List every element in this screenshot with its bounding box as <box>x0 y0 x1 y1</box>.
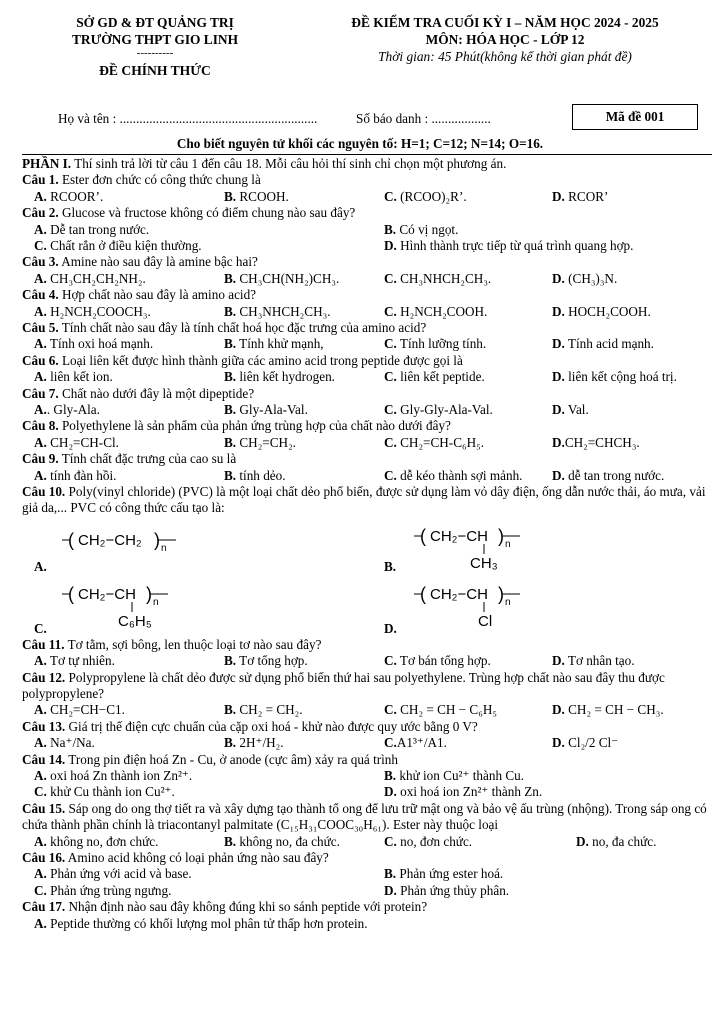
question-item <box>22 287 712 320</box>
formula-a[interactable] <box>62 521 212 577</box>
answer-option-d[interactable]: D. Tính acid mạnh. <box>552 336 654 352</box>
substituent-text: C₆H₅ <box>118 612 152 630</box>
formula-row-cd <box>22 579 712 637</box>
question-item <box>22 386 712 419</box>
answer-option-a[interactable]: A. tính đàn hồi. <box>34 467 117 483</box>
bracket-left: ( <box>420 583 426 604</box>
bracket-right: ) <box>498 583 504 604</box>
question-item <box>22 719 712 752</box>
answer-option-a[interactable]: A. RCOOR’. <box>34 188 104 204</box>
question-stem <box>22 205 712 221</box>
answer-option-c[interactable]: C. Phản ứng trùng ngưng. <box>34 882 172 898</box>
time-limit: Thời gian: 45 Phút(không kể thời gian phát đề) <box>378 49 632 64</box>
question-item <box>22 899 712 915</box>
answer-option-c[interactable]: C. Tơ bán tổng hợp. <box>384 653 491 669</box>
question-number: Câu 6. <box>22 352 59 368</box>
question-number: Câu 3. <box>22 254 59 270</box>
part-one-instruction <box>22 156 712 172</box>
student-info-row <box>0 104 720 132</box>
answer-option-a[interactable]: A. Na⁺/Na. <box>34 735 95 751</box>
question-text: Loại liên kết được hình thành giữa các amino acid trong peptide được gọi là <box>58 352 463 368</box>
answer-option-b[interactable]: B. không no, đa chức. <box>224 833 340 849</box>
question-stem <box>22 254 712 270</box>
question-stem <box>22 850 712 866</box>
bracket-right: ) <box>498 525 504 546</box>
options-row <box>22 866 712 882</box>
question-number: Câu 8. <box>22 418 59 434</box>
question-stem <box>22 637 712 653</box>
question-item <box>22 418 712 451</box>
question-list-1 <box>22 172 712 484</box>
question-stem <box>22 719 712 735</box>
question-item <box>22 254 712 287</box>
answer-option-c[interactable]: C. CH₂ = CH − C₆H₅ <box>384 702 497 718</box>
answer-option-c[interactable]: C. (RCOO)₂R’. <box>384 188 467 204</box>
options-row <box>22 222 712 238</box>
question-stem <box>22 801 712 834</box>
answer-option-c[interactable]: C.A1³⁺/A1. <box>384 735 447 751</box>
answer-option-d[interactable]: D. dễ tan trong nước. <box>552 467 665 483</box>
question-number: Câu 14. <box>22 751 66 767</box>
answer-option-b[interactable]: B. Gly-Ala-Val. <box>224 401 308 417</box>
answer-option-d[interactable]: D. RCOR’ <box>552 188 609 204</box>
answer-option-b[interactable]: B. CH₃CH(NH₂)CH₃. <box>224 270 340 286</box>
question-item <box>22 670 712 719</box>
options-row <box>22 883 712 899</box>
question-item <box>22 320 712 353</box>
answer-option-a[interactable]: A. oxi hoá Zn thành ion Zn²⁺. <box>34 767 193 783</box>
question-text: Sáp ong do ong thợ tiết ra và xây dựng tạo thành tổ ong để lưu trữ mật ong và bảo vệ ấu trùng (nhộng). Trong sáp ong có chứa thành phần chính là triacontanyl palmitate (C₁₅H₃₁COOC₃₀H₆₁). Ester này thuộc loại <box>22 800 707 833</box>
question-text: Glucose và fructose không có điểm chung nào sau đây? <box>58 205 356 221</box>
answer-option-c[interactable]: C. Chất rắn ở điều kiện thường. <box>34 238 202 253</box>
part-one-title: PHẦN I. <box>22 156 72 171</box>
header-left <box>30 14 280 79</box>
answer-option-a[interactable]: A. Tính oxi hoá mạnh. <box>34 336 154 352</box>
question-10 <box>22 484 712 637</box>
answer-option-b[interactable]: B. CH₃NHCH₂CH₃. <box>224 303 331 319</box>
subject-title: MÔN: HÓA HỌC - LỚP 12 <box>425 32 585 47</box>
formula-d[interactable] <box>414 579 564 635</box>
answer-option-a[interactable]: A. không no, đơn chức. <box>34 833 159 849</box>
answer-option-b[interactable]: B. Tơ tổng hợp. <box>224 653 308 669</box>
option-label: C. <box>34 620 47 636</box>
question-text: Polyethylene là sản phẩm của phản ứng trùng hợp của chất nào dưới đây? <box>58 418 451 434</box>
question-stem <box>22 353 712 369</box>
answer-option-c[interactable]: C. dễ kéo thành sợi mảnh. <box>384 467 523 483</box>
question-number: Câu 4. <box>22 287 59 303</box>
options-row <box>22 834 712 850</box>
question-item <box>22 801 712 850</box>
department-name: SỞ GD & ĐT QUẢNG TRỊ <box>76 15 234 30</box>
exam-content <box>0 156 720 932</box>
options-row <box>22 784 712 800</box>
bracket-right: ) <box>154 529 160 550</box>
exam-code-box: Mã đề 001 <box>572 104 698 130</box>
chain-text: CH₂−CH <box>430 585 488 603</box>
q17-option-a[interactable]: A. Peptide thường có khối lượng mol phân tử thấp hơn protein. <box>34 915 368 931</box>
answer-option-b[interactable]: B. tính dẻo. <box>224 467 286 483</box>
question-stem <box>22 172 712 188</box>
atomic-masses-note: Cho biết nguyên tử khối các nguyên tố: H=1; C=12; N=14; O=16. <box>176 136 544 151</box>
question-text: Amine nào sau đây là amine bậc hai? <box>58 254 258 270</box>
header-rule <box>22 154 712 155</box>
question-number: Câu 15. <box>22 800 66 816</box>
options-row <box>22 189 712 205</box>
answer-option-d[interactable]: D. liên kết cộng hoá trị. <box>552 369 677 385</box>
options-row <box>22 735 712 751</box>
bracket-left: ( <box>68 583 74 604</box>
official-label: ĐỀ CHÍNH THỨC <box>99 63 211 78</box>
exam-title: ĐỀ KIỂM TRA CUỐI KỲ I – NĂM HỌC 2024 - 2025 <box>351 15 659 30</box>
question-list-2 <box>22 637 712 916</box>
question-item <box>22 850 712 899</box>
question-stem <box>22 899 712 915</box>
formula-row-ab <box>22 521 712 579</box>
question-item <box>22 172 712 205</box>
question-item <box>22 637 712 670</box>
question-text: Ester đơn chức có công thức chung là <box>58 172 261 188</box>
answer-option-d[interactable]: D.CH₂=CHCH₃. <box>552 434 640 450</box>
options-row <box>22 304 712 320</box>
question-text: Nhận định nào sau đây không đúng khi so sánh peptide với protein? <box>65 899 428 915</box>
answer-option-d[interactable]: D. no, đa chức. <box>576 833 657 849</box>
repeat-n: n <box>505 538 511 550</box>
answer-option-b[interactable]: B. liên kết hydrogen. <box>224 369 335 385</box>
answer-option-d[interactable]: D. Cl₂/2 Cl⁻ <box>552 735 619 751</box>
option-label: D. <box>384 620 397 636</box>
repeat-n: n <box>505 596 511 608</box>
exam-header <box>0 0 720 104</box>
part-one-text: Thí sinh trả lời từ câu 1 đến câu 18. Mỗi câu hỏi thí sinh chỉ chọn một phương án. <box>71 156 507 171</box>
answer-option-a[interactable]: A.. Gly-Ala. <box>34 401 100 417</box>
question-text: Amino acid không có loại phản ứng nào sau đây? <box>65 849 329 865</box>
chain-text: CH₂−CH <box>78 585 136 603</box>
answer-option-b[interactable]: B. Tính khử mạnh, <box>224 336 324 352</box>
answer-option-d[interactable]: D. Val. <box>552 401 589 417</box>
question-stem <box>22 451 712 467</box>
answer-option-b[interactable]: B. Có vị ngọt. <box>384 221 459 237</box>
answer-option-d[interactable]: D. oxi hoá ion Zn²⁺ thành Zn. <box>384 784 543 800</box>
formula-b[interactable] <box>414 521 564 577</box>
question-text: Hợp chất nào sau đây là amino acid? <box>58 287 257 303</box>
answer-option-c[interactable]: C. CH₃NHCH₂CH₃. <box>384 270 492 286</box>
question-stem <box>22 670 712 703</box>
question-stem <box>22 386 712 402</box>
question-number: Câu 2. <box>22 205 59 221</box>
options-row <box>22 271 712 287</box>
school-name: TRƯỜNG THPT GIO LINH <box>71 32 239 47</box>
bracket-left: ( <box>68 529 74 550</box>
question-text: Tơ tằm, sợi bông, len thuộc loại tơ nào sau đây? <box>64 636 322 652</box>
answer-option-a[interactable]: A. liên kết ion. <box>34 369 113 385</box>
student-id-field[interactable]: Số báo danh : .................. <box>356 111 491 126</box>
answer-option-b[interactable]: B. CH₂ = CH₂. <box>224 702 303 718</box>
answer-option-c[interactable]: C. liên kết peptide. <box>384 369 485 385</box>
repeat-n: n <box>161 542 167 554</box>
question-text: Giá trị thế điện cực chuẩn của cặp oxi hoá - khử nào được quy ước bằng 0 V? <box>65 718 478 734</box>
answer-option-c[interactable]: C. H₂NCH₂COOH. <box>384 303 488 319</box>
question-text: Tính chất nào sau đây là tính chất hoá học đặc trưng của amino acid? <box>58 319 427 335</box>
question-item <box>22 353 712 386</box>
answer-option-c[interactable]: C. Tính lưỡng tính. <box>384 336 487 352</box>
question-stem <box>22 418 712 434</box>
answer-option-c[interactable]: C. CH₂=CH-C₆H₅. <box>384 434 485 450</box>
answer-option-b[interactable]: B. khử ion Cu²⁺ thành Cu. <box>384 767 525 783</box>
divider-dashes: ---------- <box>136 47 174 59</box>
bracket-left: ( <box>420 525 426 546</box>
answer-option-a[interactable]: A. H₂NCH₂COOCH₃. <box>34 303 151 319</box>
answer-option-d[interactable]: D. HOCH₂COOH. <box>552 303 651 319</box>
repeat-n: n <box>153 596 159 608</box>
answer-option-b[interactable]: B. RCOOH. <box>224 188 289 204</box>
options-row <box>22 435 712 451</box>
question-number: Câu 13. <box>22 718 66 734</box>
question-text: Polypropylene là chất dẻo được sử dụng phổ biến thứ hai sau polyethylene. Trùng hợp chất nào sau đây thu được polypropylene? <box>22 669 665 701</box>
answer-option-a[interactable]: A. CH₃CH₂CH₂NH₂. <box>34 270 146 286</box>
question-item <box>22 205 712 254</box>
question-text: Trong pin điện hoá Zn - Cu, ở anode (cực âm) xảy ra quá trình <box>65 751 398 767</box>
answer-option-b[interactable]: B. CH₂=CH₂. <box>224 434 296 450</box>
chain-text: CH₂−CH <box>430 527 488 545</box>
question-text: Tính chất đặc trưng của cao su là <box>58 451 237 467</box>
options-row <box>22 653 712 669</box>
answer-option-d[interactable]: D. Phản ứng thủy phân. <box>384 882 510 898</box>
answer-option-a[interactable]: A. CH₂=CH-Cl. <box>34 434 119 450</box>
options-row <box>22 238 712 254</box>
student-name-field[interactable]: Họ và tên : ............................................................ <box>58 111 318 126</box>
question-stem: Câu 10. Poly(vinyl chloride) (PVC) là một loại chất dẻo phổ biến, được sử dụng làm vỏ dây điện, ống dẫn nước thải, áo mưa, vải giả da,... PVC có công thức cấu tạo là: <box>22 483 706 516</box>
answer-option-d[interactable]: D. Hình thành trực tiếp từ quá trình quang hợp. <box>384 238 634 253</box>
answer-option-d[interactable]: D. Tơ nhân tạo. <box>552 653 635 669</box>
question-number: Câu 5. <box>22 319 59 335</box>
question-number: Câu 12. <box>22 669 66 685</box>
answer-option-d[interactable]: D. (CH₃)₃N. <box>552 270 618 286</box>
question-number: Câu 16. <box>22 849 66 865</box>
question-number: Câu 7. <box>22 385 59 401</box>
options-row <box>22 768 712 784</box>
option-label: A. <box>34 558 47 574</box>
options-row <box>22 468 712 484</box>
options-row <box>22 369 712 385</box>
answer-option-b[interactable]: B. 2H⁺/H₂. <box>224 735 284 751</box>
bracket-right: ) <box>146 583 152 604</box>
question-number: Câu 11. <box>22 636 65 652</box>
answer-option-c[interactable]: C. khử Cu thành ion Cu²⁺. <box>34 784 175 800</box>
question-stem <box>22 320 712 336</box>
question-number: Câu 17. <box>22 899 66 915</box>
answer-option-a[interactable]: A. CH₂=CH−C1. <box>34 702 125 718</box>
answer-option-c[interactable]: C. Gly-Gly-Ala-Val. <box>384 401 493 417</box>
question-number: Câu 1. <box>22 172 59 188</box>
answer-option-c[interactable]: C. no, đơn chức. <box>384 833 473 849</box>
question-item <box>22 451 712 484</box>
answer-option-a[interactable]: A. Tơ tự nhiên. <box>34 653 115 669</box>
answer-option-d[interactable]: D. CH₂ = CH − CH₃. <box>552 702 664 718</box>
option-label: B. <box>384 558 397 574</box>
answer-option-a[interactable]: A. Dễ tan trong nước. <box>34 221 150 237</box>
options-row <box>22 702 712 718</box>
chain-text: CH₂−CH₂ <box>78 531 142 549</box>
substituent-text: Cl <box>478 612 493 630</box>
header-right <box>300 14 710 65</box>
formula-c[interactable] <box>62 579 212 635</box>
answer-option-a[interactable]: A. Phản ứng với acid và base. <box>34 866 192 882</box>
question-item <box>22 752 712 801</box>
question-text: Chất nào dưới đây là một dipeptide? <box>58 385 255 401</box>
question-number: Câu 9. <box>22 451 59 467</box>
question-stem <box>22 752 712 768</box>
question-stem <box>22 287 712 303</box>
substituent-text: CH₃ <box>470 554 498 572</box>
answer-option-b[interactable]: B. Phản ứng ester hoá. <box>384 866 504 882</box>
options-row <box>22 336 712 352</box>
options-row <box>22 402 712 418</box>
